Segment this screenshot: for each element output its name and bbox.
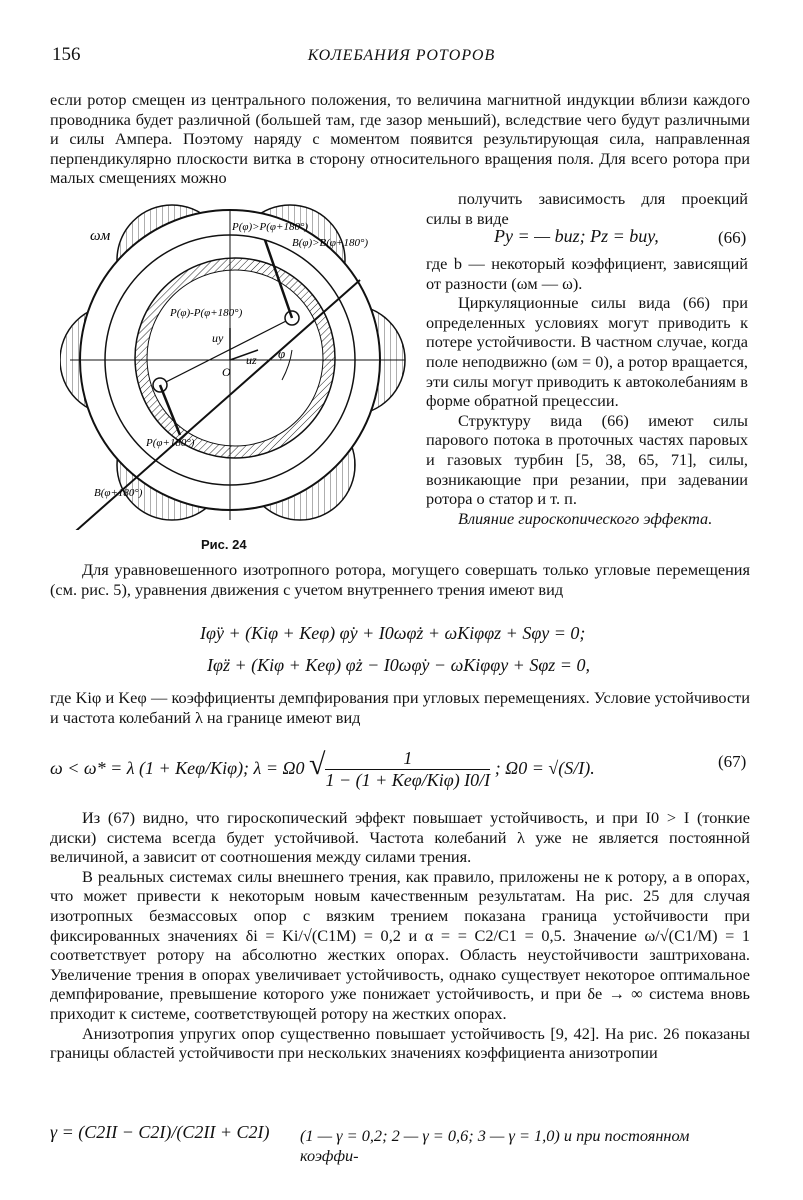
- gamma-definition: γ = (C2II − C2I)/(C2II + C2I): [50, 1122, 270, 1142]
- motion-equation-1: Iφ̈y + (Kiφ + Keφ) φ̇y + I0ωφ̇z + ωKiφφz + Sφy = 0;: [200, 623, 586, 643]
- b-gt-label: B(φ)>B(φ+180°): [292, 237, 369, 249]
- phi-label: φ: [278, 346, 286, 361]
- eq67-fraction: $\frac{1}{\text{1 − (1 + Keφ/Kiφ) I0/I}}$: [325, 748, 491, 791]
- intro-paragraph: [50, 90, 750, 188]
- equation-67: ω < ω* = λ (1 + Keφ/Kiφ); λ = Ω0 √ $\frac{1}{\text{1 − (1 + Keφ/Kiφ) I0/I}}$ ; Ω0 = √(S/I).: [50, 748, 595, 791]
- para-aniso: Анизотропия упругих опор существенно повышает устойчивость [9, 42]. На рис. 26 показаны границы областей устойчивости при нескольких значениях коэффициента анизотропии: [50, 1023, 750, 1063]
- figure-caption: Рис. 24: [201, 537, 247, 552]
- omega-m-label: ωм: [90, 228, 111, 244]
- uy-label: uy: [212, 331, 224, 345]
- b180-label: B(φ+180°): [94, 487, 143, 499]
- equation-67-number: (67): [718, 752, 747, 771]
- eq67-right: ; Ω0 = √(S/I).: [494, 758, 595, 778]
- page-number: 156: [52, 44, 81, 65]
- p180-label: P(φ+180°): [146, 437, 195, 449]
- body-paragraphs: [50, 808, 750, 1063]
- col-text-4: Структуру вида (66) имеют силы парового потока в проточных частях паровых и газовых турбин [5, 38, 65, 71], силы, возникающие при резании, при задевании ротора о статор и т. п.: [426, 410, 748, 509]
- col-text-1: получить зависимость для проекций силы в виде: [426, 189, 748, 228]
- p-gt-label: P(φ)>P(φ+180°): [232, 221, 309, 233]
- gyro-paragraph: [50, 560, 750, 599]
- right-column-2: [426, 254, 748, 528]
- col-text-3: Циркуляционные силы вида (66) при определенных условиях могут приводить к потере устойчивости. В частном случае, когда поле неподвижно (ωм = 0), а ротор вращается, эти силы могут приводить к автоколебаниям в форме обратной прецессии.: [426, 293, 748, 411]
- figure-24-rotor-diagram: [60, 200, 420, 530]
- intro-text: если ротор смещен из центрального положения, то величина магнитной индукции вблизи каждого проводника будет различной (большей там, где зазор меньший), вследствие чего будут различными и силы Ампера. Поэтому наряду с моментом появится результирующая сила, направленная перпендикулярно плоскости витка в сторону относительного вращения поля. Для всего ротора при малых смещениях можно: [50, 90, 750, 188]
- uz-label: uz: [246, 353, 257, 367]
- gamma-tail: (1 — γ = 0,2; 2 — γ = 0,6; 3 — γ = 1,0) и при постоянном коэффи-: [300, 1126, 690, 1165]
- motion-equation-2: Iφ̈z + (Kiφ + Keφ) φ̇z − I0ωφ̇y − ωKiφφy + Sφz = 0,: [207, 655, 590, 675]
- equation-66: Py = — buz; Pz = buy,: [494, 226, 659, 246]
- para-67: Из (67) видно, что гироскопический эффект повышает устойчивость, и при I0 > I (тонкие диски) система всегда будет устойчивой. Частота колебаний λ уже не является постоянной величиной, а зависит от соотношения между силами трения.: [50, 808, 750, 867]
- damping-paragraph: [50, 688, 750, 727]
- eq67-left: ω < ω* = λ (1 + Keφ/Kiφ); λ = Ω0: [50, 758, 305, 778]
- running-title: КОЛЕБАНИЯ РОТОРОВ: [307, 47, 496, 64]
- right-column: [426, 189, 748, 228]
- equation-66-number: (66): [718, 228, 747, 247]
- para-real: В реальных системах силы внешнего трения, как правило, приложены не к ротору, а в опорах, что может привести к некоторым новым качественным результатам. На рис. 25 для случая изотропных безмассовых опор с вязким трением показана граница устойчивости при фиксированных значениях δi = Ki/√(C1M) = 0,2 и α = = C2/C1 = 0,5. Значение ω/√(C1/M) = 1 соответствует ротору на абсолютно жестких опорах. Область неустойчивости заштрихована. Увеличение трения в опорах увеличивает устойчивость, однако существует некоторое оптимальное демпфирование, превышение которого уже понижает устойчивость, и при δe → ∞ система вновь приходит к системе, соответствующей ротору на жестких опорах.: [50, 866, 750, 1023]
- col-text-2: где b — некоторый коэффициент, зависящий от разности (ωм — ω).: [426, 254, 748, 293]
- p-diff-label: P(φ)-P(φ+180°): [170, 307, 243, 319]
- section-heading-gyro: Влияние гироскопического эффекта.: [458, 508, 713, 528]
- gyro-text: Для уравновешенного изотропного ротора, могущего совершать только угловые перемещения (см. рис. 5), уравнения движения с учетом внутреннего трения имеют вид: [50, 560, 750, 599]
- origin-label: O: [222, 365, 231, 379]
- damping-text: где Kiφ и Keφ — коэффициенты демпфирования при угловых перемещениях. Условие устойчивости и частота колебаний λ на границе имеют вид: [50, 688, 750, 727]
